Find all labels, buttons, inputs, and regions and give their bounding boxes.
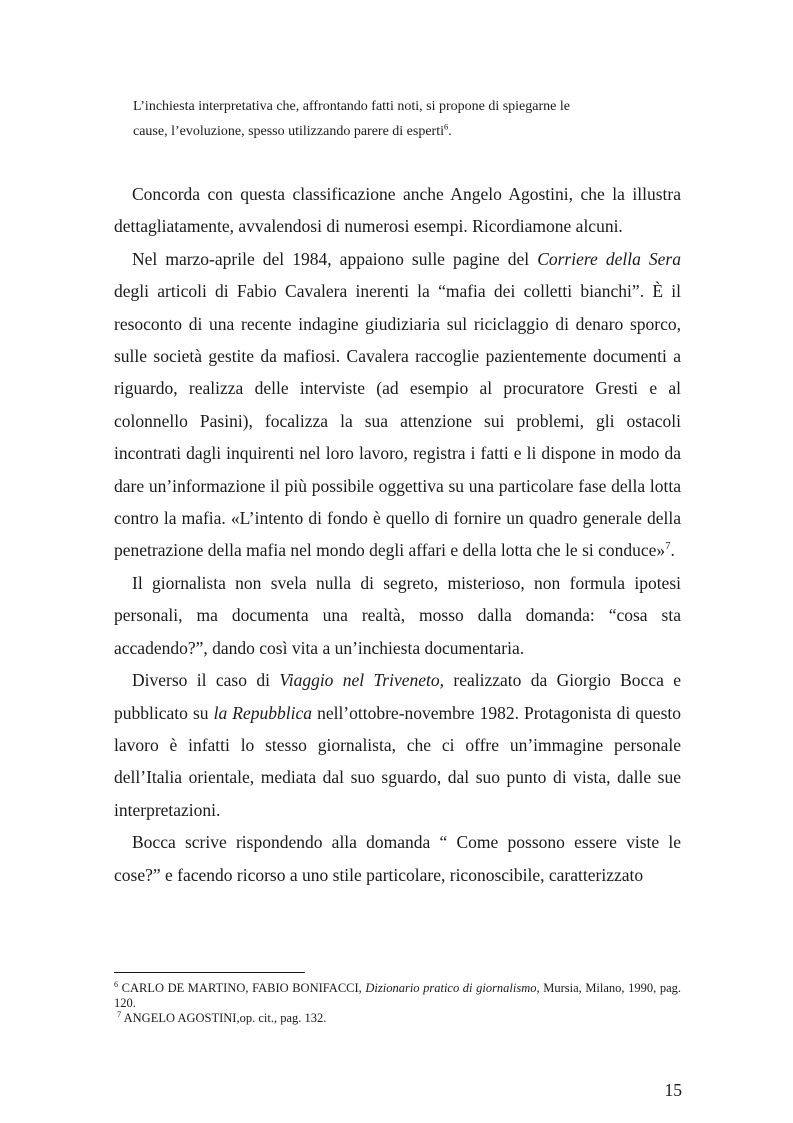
body-text [114,178,681,891]
footnote-ref[interactable]: 7 [665,541,671,553]
quote-text: cause, l’evoluzione, spesso utilizzando parere di esperti [133,124,444,139]
paragraph: Diverso il caso di Viaggio nel Triveneto, realizzato da Giorgio Bocca e pubblicato su la Repubblica nell’ottobre-novembre 1982. Protagonista di questo lavoro è infatti lo stesso giornalista, che ci offre un’immagine personale dell’Italia orientale, mediata dal suo sguardo, dal suo punto di vista, dalle sue interpretazioni. [114,670,681,820]
footnotes [114,981,681,1027]
footnote-divider [114,972,305,973]
quote-line: L’inchiesta interpretativa che, affrontando fatti noti, si propone di spiegarne le [133,99,570,114]
quote-line: cause, l’evoluzione, spesso utilizzando parere di esperti$^6$. [133,122,452,139]
footnote-ref[interactable]: 6 [444,122,449,132]
footnote-7: $^7$ ANGELO AGOSTINI,op. cit., pag. 132. [117,1010,327,1026]
paragraph: Concorda con questa classificazione anche Angelo Agostini, che la illustra dettagliatamente, avvalendosi di numerosi esempi. Ricordiamone alcuni. [114,184,681,237]
footnote-6: $^6$ CARLO DE MARTINO, FABIO BONIFACCI, Dizionario pratico di giornalismo, Mursia, Milano, 1990, pag. 120. [114,979,681,1011]
paragraph: Nel marzo-aprile del 1984, appaiono sulle pagine del Corriere della Sera degli articoli di Fabio Cavalera inerenti la “mafia dei colletti bianchi”. È il resoconto di una recente indagine giudiziaria sul riciclaggio di denaro sporco, sulle società gestite da mafiosi. Cavalera raccoglie pazientemente documenti a riguardo, realizza delle interviste (ad esempio al procuratore Gresti e al colonnello Pasini), focalizza la sua attenzione sui problemi, gli ostacoli incontrati dagli inquirenti nel loro lavoro, registra i fatti e li dispone in modo da dare un’informazione il più possibile oggettiva su una particolare fase della lotta contro la mafia. «L’intento di fondo è quello di fornire un quadro generale della penetrazione della mafia nel mondo degli affari e della lotta che le si conduce»$^7$. [114,248,681,561]
newspaper-title: la Repubblica [213,702,312,723]
newspaper-title: Corriere della Sera [537,248,681,269]
page-number: 15 [664,1080,682,1100]
paragraph: Il giornalista non svela nulla di segreto, misterioso, non formula ipotesi personali, ma documenta una realtà, mosso dalla domanda: “cosa sta accadendo?”, dando così vita a un’inchiesta documentaria. [114,572,681,658]
paragraph: Bocca scrive rispondendo alla domanda “ Come possono essere viste le cose?” e facendo ricorso a uno stile particolare, riconoscibile, caratterizzato [114,832,681,885]
indented-quote [133,94,653,144]
work-title: Viaggio nel Triveneto, [279,670,445,691]
